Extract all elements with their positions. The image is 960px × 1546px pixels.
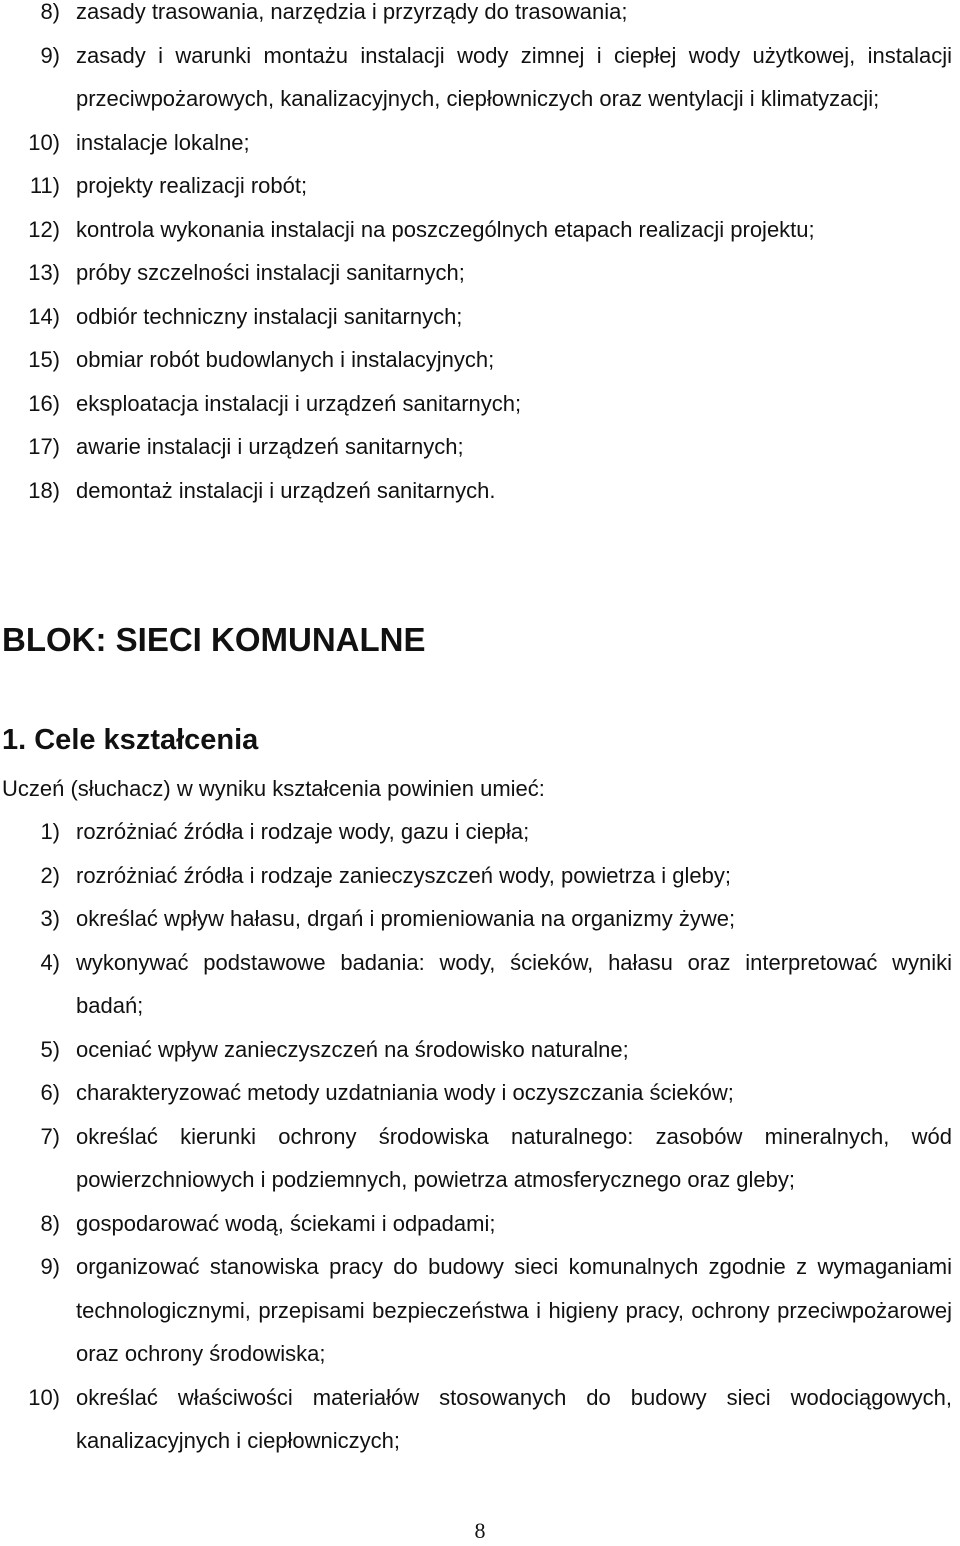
list-item-text: charakteryzować metody uzdatniania wody i oczyszczania ścieków; bbox=[76, 1080, 734, 1105]
list-item-number: 11) bbox=[29, 173, 60, 198]
intro-paragraph: Uczeń (słuchacz) w wyniku kształcenia powinien umieć: bbox=[2, 776, 545, 801]
list-item bbox=[0, 34, 956, 121]
list-item-number: 6) bbox=[40, 1080, 60, 1105]
list-item bbox=[0, 121, 956, 165]
list-item bbox=[0, 469, 956, 513]
list-item-number: 8) bbox=[40, 1210, 60, 1236]
list-item-number: 12) bbox=[28, 216, 60, 242]
list-item-number: 9) bbox=[40, 1254, 60, 1279]
list-item-number: 1) bbox=[40, 819, 60, 844]
list-item-number: 5) bbox=[40, 1036, 60, 1062]
list-item bbox=[0, 1245, 956, 1376]
list-item bbox=[0, 0, 956, 34]
list-item-text: próby szczelności instalacji sanitarnych; bbox=[76, 260, 465, 285]
list-item-number: 4) bbox=[40, 949, 60, 975]
list-item bbox=[0, 425, 956, 469]
list-item-number: 18) bbox=[28, 477, 60, 503]
list-item-number: 3) bbox=[40, 906, 60, 931]
list-item-number: 10) bbox=[28, 129, 60, 155]
list-item-text: odbiór techniczny instalacji sanitarnych; bbox=[76, 303, 463, 329]
list-item bbox=[0, 382, 956, 426]
list-item-number: 8) bbox=[40, 0, 60, 24]
list-item-number: 17) bbox=[28, 434, 60, 459]
list-item-text: rozróżniać źródła i rodzaje wody, gazu i ciepła; bbox=[76, 819, 530, 844]
list-item-text: eksploatacja instalacji i urządzeń sanitarnych; bbox=[76, 390, 522, 416]
list-item-text: rozróżniać źródła i rodzaje zanieczyszczeń wody, powietrza i gleby; bbox=[76, 862, 731, 888]
list-item-text: określać kierunki ochrony środowiska naturalnego: zasobów mineralnych, wód powierzchniowych i podziemnych, powietrza atmosferycznego oraz gleby; bbox=[76, 1123, 952, 1192]
list-item bbox=[0, 164, 956, 208]
list-item-number: 13) bbox=[28, 260, 60, 285]
list-item-text: wykonywać podstawowe badania: wody, ścieków, hałasu oraz interpretować wyniki badań; bbox=[76, 949, 952, 1018]
block-heading: BLOK: SIECI KOMUNALNE bbox=[2, 621, 426, 658]
list-item-number: 15) bbox=[28, 347, 60, 372]
list-item-text: zasady trasowania, narzędzia i przyrządy do trasowania; bbox=[76, 0, 628, 24]
list-item-number: 14) bbox=[28, 303, 60, 329]
list-item bbox=[0, 941, 956, 1028]
list-item bbox=[0, 338, 956, 382]
section-heading: 1. Cele kształcenia bbox=[2, 724, 259, 756]
list-item-text: organizować stanowiska pracy do budowy sieci komunalnych zgodnie z wymaganiami technologicznymi, przepisami bezpieczeństwa i higieny pracy, ochrony przeciwpożarowej oraz ochrony środowiska; bbox=[76, 1254, 952, 1366]
list-item-text: kontrola wykonania instalacji na poszczególnych etapach realizacji projektu; bbox=[76, 216, 815, 242]
list-item-number: 9) bbox=[40, 42, 60, 68]
list-item bbox=[0, 208, 956, 252]
list-item bbox=[0, 1115, 956, 1202]
list-item bbox=[0, 1028, 956, 1072]
list-item-text: instalacje lokalne; bbox=[76, 129, 250, 155]
knowledge-list bbox=[0, 0, 956, 512]
page-number: 8 bbox=[474, 1518, 486, 1543]
list-item bbox=[0, 295, 956, 339]
list-item-text: oceniać wpływ zanieczyszczeń na środowisko naturalne; bbox=[76, 1036, 629, 1062]
list-item bbox=[0, 1071, 956, 1115]
list-item-text: demontaż instalacji i urządzeń sanitarnych. bbox=[76, 477, 496, 503]
list-item-text: określać właściwości materiałów stosowanych do budowy sieci wodociągowych, kanalizacyjnych i ciepłowniczych; bbox=[76, 1384, 952, 1453]
list-item-number: 10) bbox=[28, 1384, 60, 1410]
list-item-number: 2) bbox=[40, 862, 60, 888]
list-item-text: określać wpływ hałasu, drgań i promieniowania na organizmy żywe; bbox=[76, 906, 736, 931]
list-item bbox=[0, 1376, 956, 1463]
list-item bbox=[0, 1202, 956, 1246]
list-item bbox=[0, 810, 956, 854]
list-item-text: zasady i warunki montażu instalacji wody zimnej i ciepłej wody użytkowej, instalacji przeciwpożarowych, kanalizacyjnych, ciepłowniczych oraz wentylacji i klimatyzacji; bbox=[76, 42, 952, 111]
list-item-number: 16) bbox=[28, 390, 60, 416]
list-item-text: projekty realizacji robót; bbox=[76, 173, 308, 198]
goals-list bbox=[0, 810, 956, 1463]
list-item bbox=[0, 251, 956, 295]
list-item-text: gospodarować wodą, ściekami i odpadami; bbox=[76, 1210, 496, 1236]
list-item-text: obmiar robót budowlanych i instalacyjnych; bbox=[76, 347, 495, 372]
list-item bbox=[0, 854, 956, 898]
list-item-text: awarie instalacji i urządzeń sanitarnych; bbox=[76, 434, 464, 459]
list-item bbox=[0, 897, 956, 941]
list-item-number: 7) bbox=[40, 1123, 60, 1149]
